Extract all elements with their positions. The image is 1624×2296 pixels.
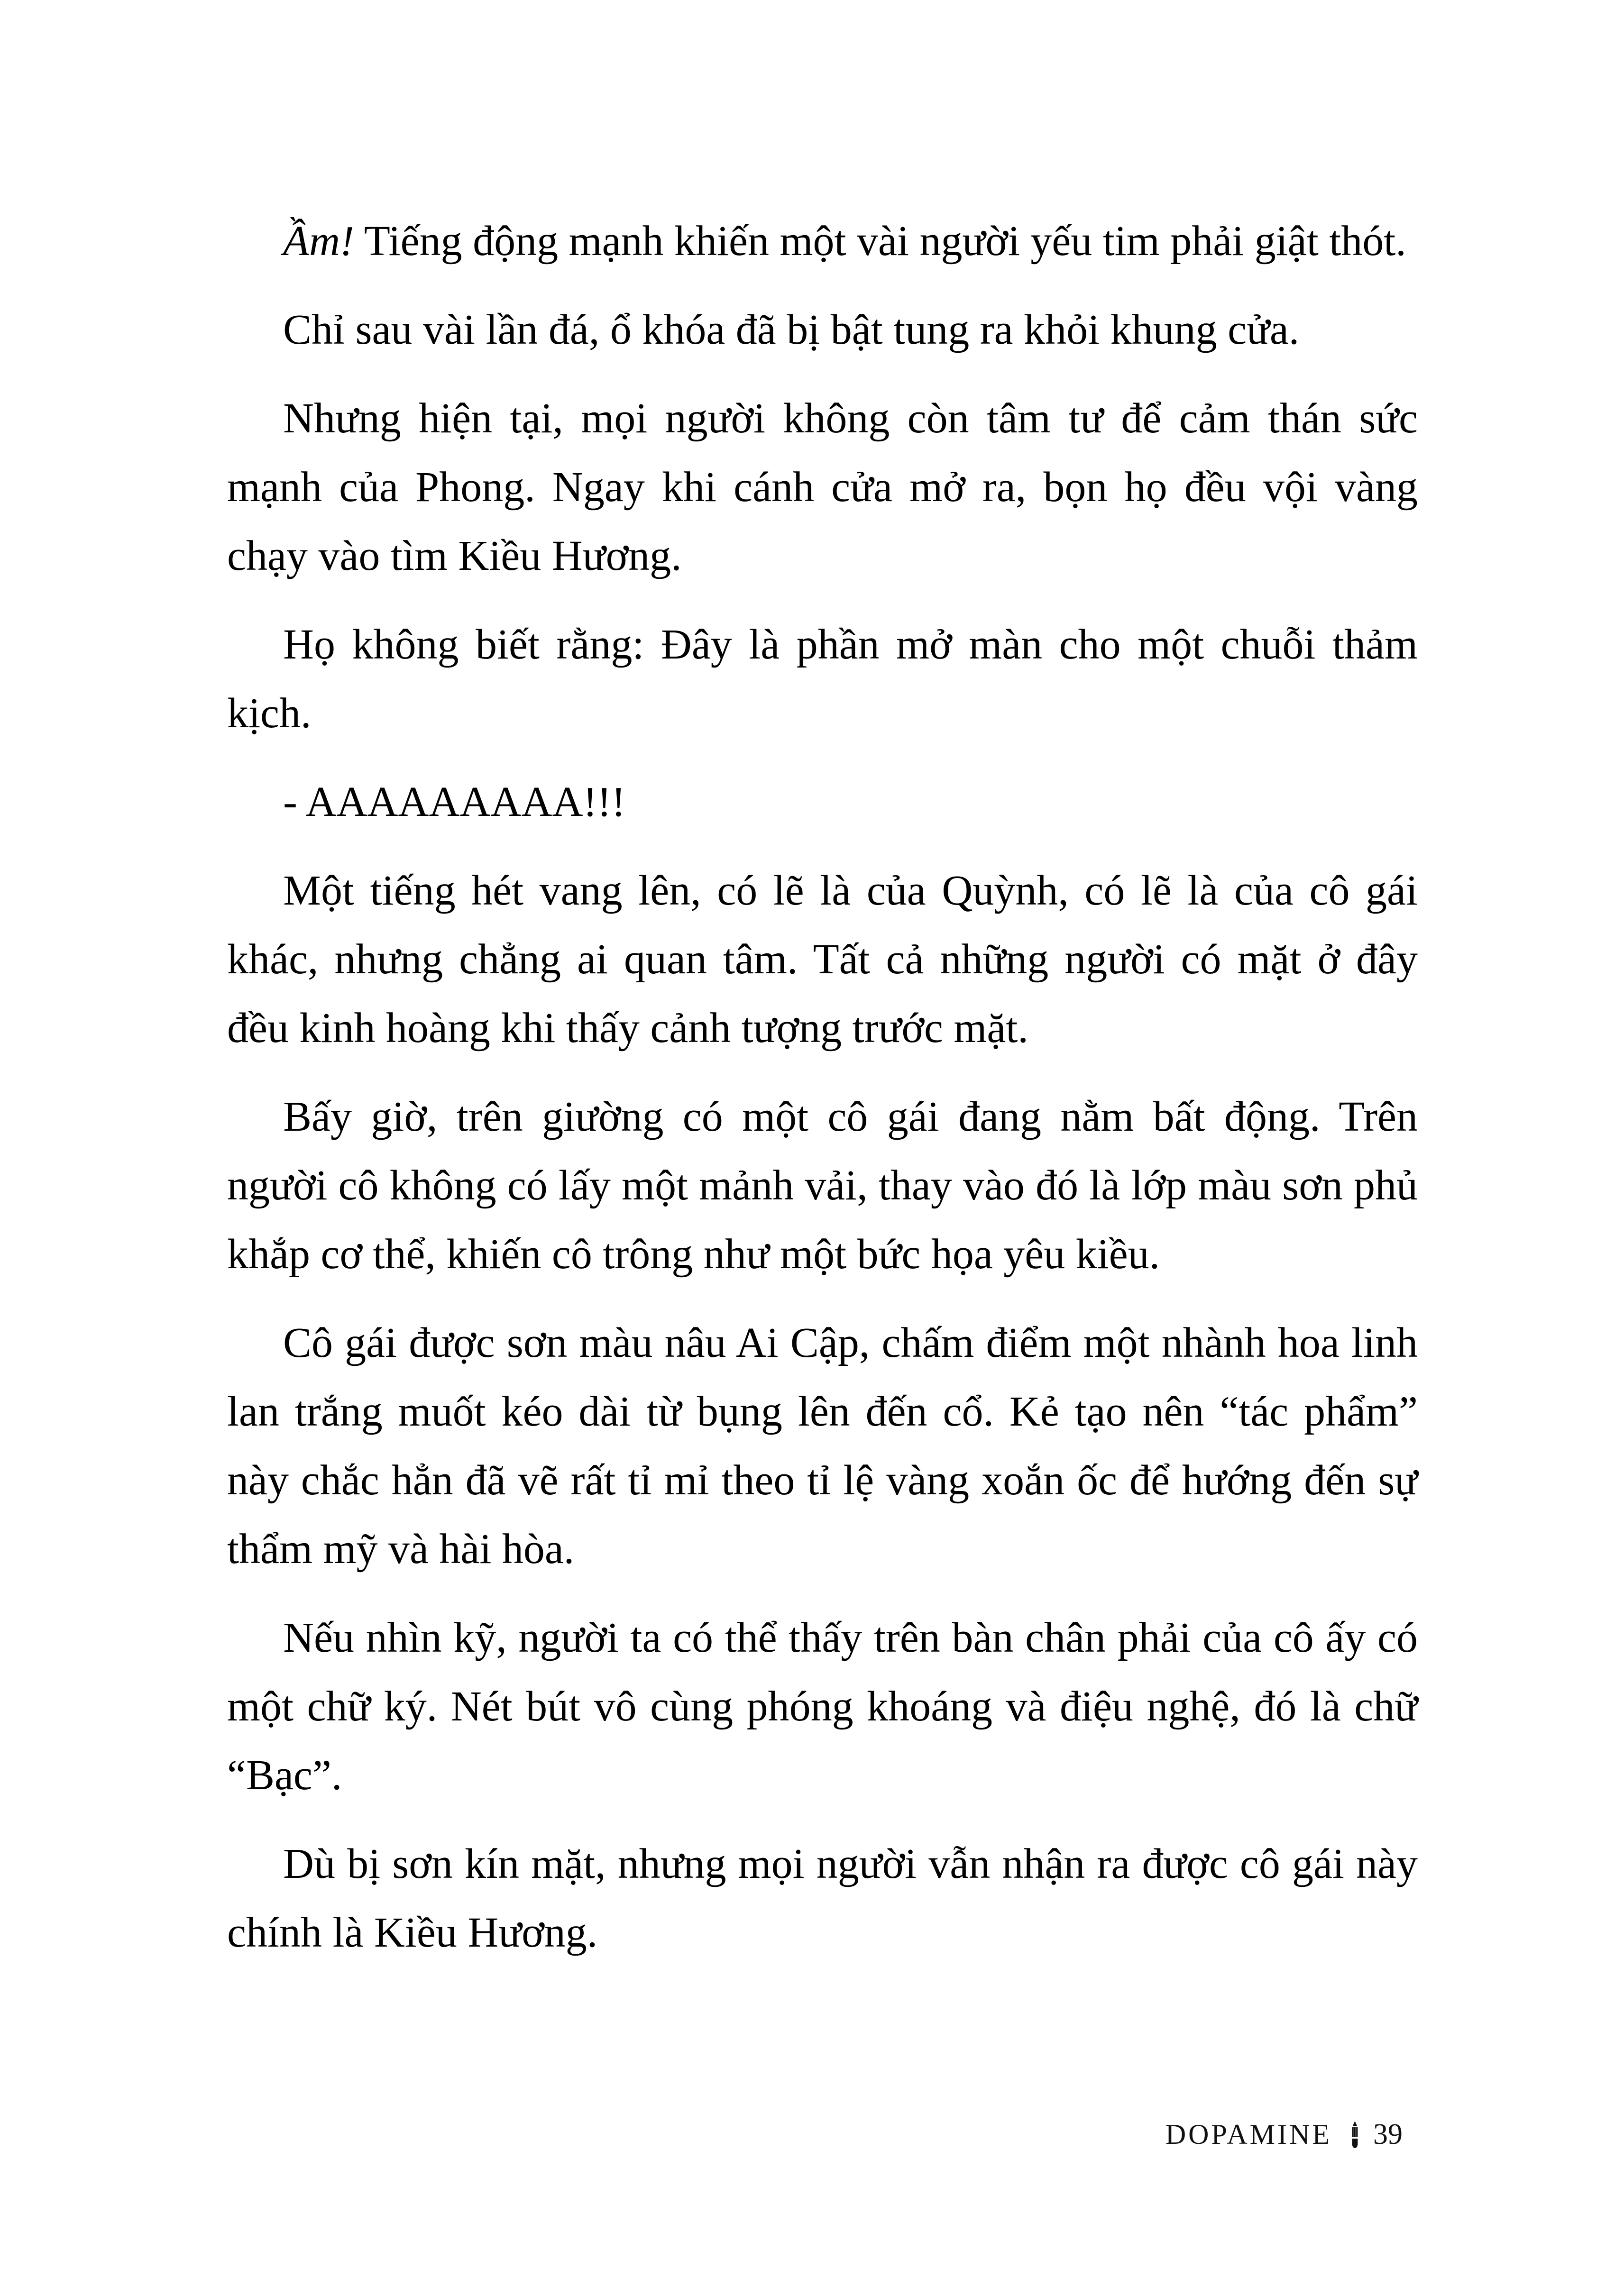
body-paragraph-scream [227, 768, 1418, 836]
paragraph-text: Tiếng động mạnh khiến một vài người yếu tim phải giật thót. [354, 218, 1406, 265]
paragraph-text: Chỉ sau vài lần đá, ổ khóa đã bị bật tung ra khỏi khung cửa. [283, 306, 1300, 353]
pencil-icon [1351, 2121, 1359, 2149]
paragraph-text: Bấy giờ, trên giường có một cô gái đang nằm bất động. Trên người cô không có lấy một mảnh vải, thay vào đó là lớp màu sơn phủ khắp cơ thể, khiến cô trông như một bức họa yêu kiều. [227, 1093, 1418, 1278]
paragraph-text: - AAAAAAAAA!!! [283, 778, 626, 825]
body-paragraph [227, 384, 1418, 590]
body-paragraph [227, 207, 1418, 275]
body-paragraph [227, 1308, 1418, 1583]
body-paragraph [227, 856, 1418, 1062]
page-body-text [227, 207, 1418, 1967]
body-paragraph [227, 295, 1418, 364]
footer-page-number: 39 [1373, 2118, 1403, 2150]
paragraph-text: Dù bị sơn kín mặt, nhưng mọi người vẫn nhận ra được cô gái này chính là Kiều Hương. [227, 1840, 1418, 1956]
paragraph-lead-italic: Ầm! [283, 218, 354, 265]
running-footer [1165, 2100, 1403, 2169]
body-paragraph [227, 1082, 1418, 1289]
paragraph-text: Nhưng hiện tại, mọi người không còn tâm tư để cảm thán sức mạnh của Phong. Ngay khi cánh cửa mở ra, bọn họ đều vội vàng chạy vào tìm Kiều Hương. [227, 395, 1418, 579]
paragraph-text: Một tiếng hét vang lên, có lẽ là của Quỳnh, có lẽ là của cô gái khác, nhưng chẳng ai quan tâm. Tất cả những người có mặt ở đây đều kinh hoàng khi thấy cảnh tượng trước mặt. [227, 867, 1418, 1052]
body-paragraph [227, 1829, 1418, 1967]
footer-book-title: DOPAMINE [1165, 2119, 1332, 2150]
paragraph-text: Nếu nhìn kỹ, người ta có thể thấy trên bàn chân phải của cô ấy có một chữ ký. Nét bút vô cùng phóng khoáng và điệu nghệ, đó là chữ “Bạc”. [227, 1614, 1418, 1799]
body-paragraph [227, 1603, 1418, 1810]
body-paragraph [227, 610, 1418, 748]
paragraph-text: Cô gái được sơn màu nâu Ai Cập, chấm điểm một nhành hoa linh lan trắng muốt kéo dài từ bụng lên đến cổ. Kẻ tạo nên “tác phẩm” này chắc hẳn đã vẽ rất tỉ mỉ theo tỉ lệ vàng xoắn ốc để hướng đến sự thẩm mỹ và hài hòa. [227, 1319, 1418, 1573]
paragraph-text: Họ không biết rằng: Đây là phần mở màn cho một chuỗi thảm kịch. [227, 621, 1418, 737]
